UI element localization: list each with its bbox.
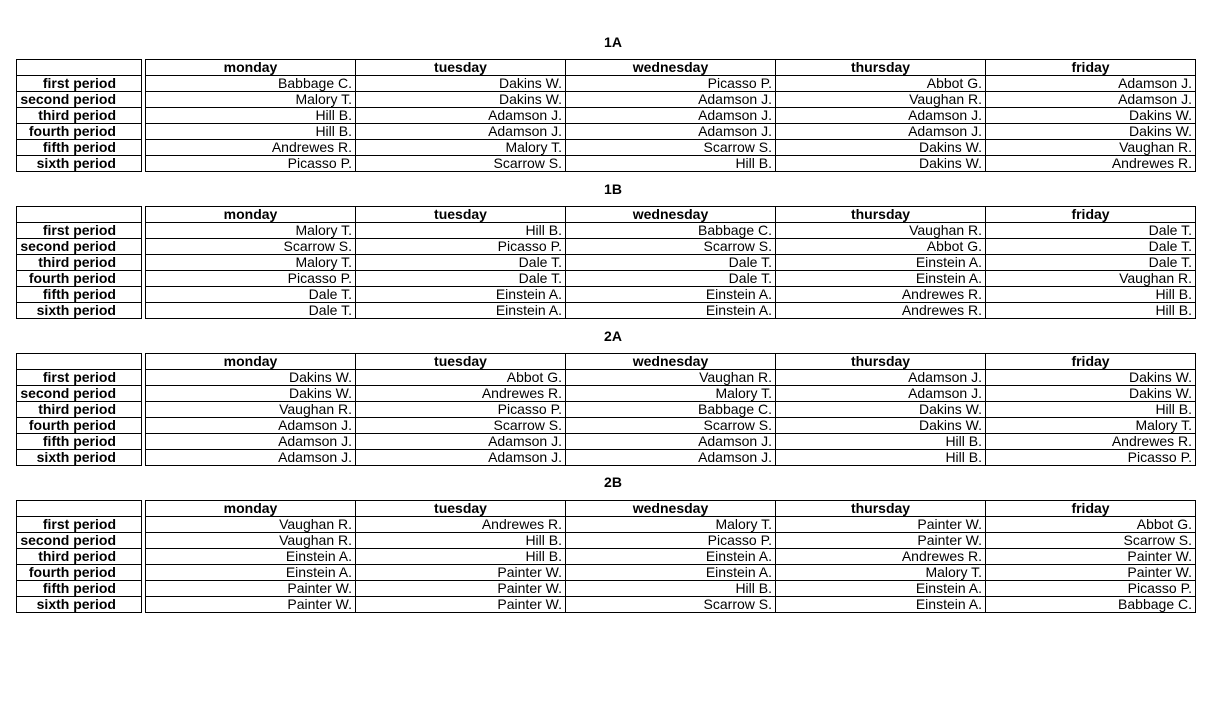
- table-row: [17, 156, 1196, 172]
- teacher-cell: Malory T.: [566, 517, 776, 533]
- teacher-cell: Picasso P.: [356, 402, 566, 418]
- teacher-cell: Dale T.: [986, 255, 1196, 271]
- teacher-cell: Painter W.: [986, 549, 1196, 565]
- teacher-cell: Einstein A.: [566, 303, 776, 319]
- teacher-cell: Dale T.: [986, 223, 1196, 239]
- table-row: [17, 370, 1196, 386]
- teacher-cell: Adamson J.: [566, 108, 776, 124]
- teacher-cell: Hill B.: [146, 124, 356, 140]
- teacher-cell: Einstein A.: [776, 581, 986, 597]
- teacher-cell: Adamson J.: [566, 124, 776, 140]
- teacher-cell: Adamson J.: [356, 124, 566, 140]
- day-header: friday: [986, 60, 1196, 76]
- teacher-cell: Scarrow S.: [566, 418, 776, 434]
- teacher-cell: Painter W.: [146, 597, 356, 613]
- day-header: wednesday: [566, 60, 776, 76]
- timetable-table: [16, 500, 1196, 613]
- teacher-cell: Painter W.: [356, 581, 566, 597]
- day-header: friday: [986, 501, 1196, 517]
- teacher-cell: Adamson J.: [986, 92, 1196, 108]
- day-header: thursday: [776, 60, 986, 76]
- teacher-cell: Hill B.: [356, 549, 566, 565]
- teacher-cell: Einstein A.: [566, 549, 776, 565]
- teacher-cell: Vaughan R.: [986, 271, 1196, 287]
- timetable-table: [16, 206, 1196, 319]
- teacher-cell: Einstein A.: [566, 287, 776, 303]
- teacher-cell: Picasso P.: [986, 450, 1196, 466]
- day-header: tuesday: [356, 501, 566, 517]
- teacher-cell: Vaughan R.: [146, 517, 356, 533]
- teacher-cell: Dakins W.: [986, 108, 1196, 124]
- table-row: [17, 287, 1196, 303]
- day-header: monday: [146, 60, 356, 76]
- period-label: second period: [17, 533, 142, 549]
- period-label: fifth period: [17, 287, 142, 303]
- teacher-cell: Dakins W.: [986, 386, 1196, 402]
- teacher-cell: Dale T.: [146, 303, 356, 319]
- day-header: tuesday: [356, 354, 566, 370]
- teacher-cell: Babbage C.: [566, 223, 776, 239]
- teacher-cell: Adamson J.: [146, 450, 356, 466]
- teacher-cell: Picasso P.: [356, 239, 566, 255]
- teacher-cell: Andrewes R.: [146, 140, 356, 156]
- teacher-cell: Hill B.: [356, 533, 566, 549]
- period-label: third period: [17, 108, 142, 124]
- teacher-cell: Vaughan R.: [566, 370, 776, 386]
- teacher-cell: Dakins W.: [776, 418, 986, 434]
- teacher-cell: Abbot G.: [776, 239, 986, 255]
- teacher-cell: Painter W.: [146, 581, 356, 597]
- teacher-cell: Hill B.: [566, 581, 776, 597]
- teacher-cell: Dakins W.: [356, 76, 566, 92]
- period-label: sixth period: [17, 597, 142, 613]
- teacher-cell: Babbage C.: [146, 76, 356, 92]
- teacher-cell: Einstein A.: [776, 271, 986, 287]
- day-header: thursday: [776, 501, 986, 517]
- teacher-cell: Hill B.: [776, 434, 986, 450]
- period-label: first period: [17, 370, 142, 386]
- timetable-table: [16, 353, 1196, 466]
- period-label: second period: [17, 92, 142, 108]
- period-label: sixth period: [17, 156, 142, 172]
- teacher-cell: Dakins W.: [986, 370, 1196, 386]
- teacher-cell: Adamson J.: [356, 108, 566, 124]
- header-row: [17, 354, 1196, 370]
- day-header: monday: [146, 207, 356, 223]
- table-row: [17, 386, 1196, 402]
- period-label: sixth period: [17, 450, 142, 466]
- header-row: [17, 501, 1196, 517]
- table-row: [17, 402, 1196, 418]
- corner-cell: [17, 207, 142, 223]
- corner-cell: [17, 60, 142, 76]
- day-header: monday: [146, 501, 356, 517]
- corner-cell: [17, 354, 142, 370]
- table-row: [17, 418, 1196, 434]
- period-label: second period: [17, 239, 142, 255]
- period-label: fourth period: [17, 418, 142, 434]
- period-label: first period: [17, 76, 142, 92]
- teacher-cell: Babbage C.: [566, 402, 776, 418]
- teacher-cell: Malory T.: [146, 255, 356, 271]
- day-header: monday: [146, 354, 356, 370]
- teacher-cell: Vaughan R.: [146, 533, 356, 549]
- teacher-cell: Andrewes R.: [776, 303, 986, 319]
- table-row: [17, 76, 1196, 92]
- teacher-cell: Painter W.: [776, 533, 986, 549]
- teacher-cell: Hill B.: [986, 287, 1196, 303]
- teacher-cell: Scarrow S.: [356, 418, 566, 434]
- teacher-cell: Einstein A.: [356, 287, 566, 303]
- table-row: [17, 92, 1196, 108]
- day-header: tuesday: [356, 207, 566, 223]
- table-row: [17, 239, 1196, 255]
- table-row: [17, 450, 1196, 466]
- teacher-cell: Picasso P.: [986, 581, 1196, 597]
- teacher-cell: Hill B.: [776, 450, 986, 466]
- teacher-cell: Vaughan R.: [776, 223, 986, 239]
- teacher-cell: Dale T.: [566, 271, 776, 287]
- teacher-cell: Picasso P.: [566, 76, 776, 92]
- teacher-cell: Vaughan R.: [986, 140, 1196, 156]
- day-header: friday: [986, 354, 1196, 370]
- table-row: [17, 597, 1196, 613]
- teacher-cell: Dakins W.: [146, 386, 356, 402]
- table-row: [17, 303, 1196, 319]
- table-row: [17, 223, 1196, 239]
- teacher-cell: Painter W.: [776, 517, 986, 533]
- table-row: [17, 565, 1196, 581]
- teacher-cell: Einstein A.: [776, 255, 986, 271]
- period-label: fourth period: [17, 565, 142, 581]
- period-label: fourth period: [17, 271, 142, 287]
- period-label: third period: [17, 402, 142, 418]
- day-header: wednesday: [566, 207, 776, 223]
- period-label: first period: [17, 223, 142, 239]
- day-header: thursday: [776, 354, 986, 370]
- teacher-cell: Dakins W.: [776, 140, 986, 156]
- corner-cell: [17, 501, 142, 517]
- teacher-cell: Malory T.: [146, 92, 356, 108]
- teacher-cell: Einstein A.: [146, 549, 356, 565]
- teacher-cell: Adamson J.: [776, 386, 986, 402]
- header-row: [17, 60, 1196, 76]
- teacher-cell: Scarrow S.: [356, 156, 566, 172]
- teacher-cell: Einstein A.: [356, 303, 566, 319]
- table-row: [17, 517, 1196, 533]
- teacher-cell: Dale T.: [986, 239, 1196, 255]
- teacher-cell: Abbot G.: [356, 370, 566, 386]
- table-row: [17, 140, 1196, 156]
- teacher-cell: Adamson J.: [146, 434, 356, 450]
- teacher-cell: Vaughan R.: [146, 402, 356, 418]
- teacher-cell: Dakins W.: [986, 124, 1196, 140]
- teacher-cell: Einstein A.: [146, 565, 356, 581]
- period-label: third period: [17, 549, 142, 565]
- teacher-cell: Dakins W.: [146, 370, 356, 386]
- teacher-cell: Adamson J.: [776, 108, 986, 124]
- header-row: [17, 207, 1196, 223]
- teacher-cell: Dakins W.: [356, 92, 566, 108]
- timetable-title: 1B: [604, 181, 622, 197]
- day-header: friday: [986, 207, 1196, 223]
- day-header: thursday: [776, 207, 986, 223]
- period-label: fifth period: [17, 434, 142, 450]
- teacher-cell: Hill B.: [356, 223, 566, 239]
- teacher-cell: Adamson J.: [776, 370, 986, 386]
- teacher-cell: Einstein A.: [566, 565, 776, 581]
- teacher-cell: Scarrow S.: [566, 239, 776, 255]
- table-row: [17, 549, 1196, 565]
- timetable-title: 2A: [604, 328, 622, 344]
- timetable-title: 2B: [604, 474, 622, 490]
- teacher-cell: Malory T.: [986, 418, 1196, 434]
- table-row: [17, 581, 1196, 597]
- timetable-title: 1A: [604, 34, 622, 50]
- teacher-cell: Dakins W.: [776, 156, 986, 172]
- teacher-cell: Picasso P.: [146, 156, 356, 172]
- teacher-cell: Scarrow S.: [146, 239, 356, 255]
- teacher-cell: Andrewes R.: [986, 156, 1196, 172]
- teacher-cell: Babbage C.: [986, 597, 1196, 613]
- teacher-cell: Adamson J.: [776, 124, 986, 140]
- teacher-cell: Dale T.: [356, 255, 566, 271]
- table-row: [17, 533, 1196, 549]
- teacher-cell: Adamson J.: [986, 76, 1196, 92]
- teacher-cell: Hill B.: [986, 402, 1196, 418]
- teacher-cell: Adamson J.: [356, 434, 566, 450]
- teacher-cell: Scarrow S.: [566, 140, 776, 156]
- teacher-cell: Einstein A.: [776, 597, 986, 613]
- teacher-cell: Abbot G.: [986, 517, 1196, 533]
- period-label: fifth period: [17, 581, 142, 597]
- day-header: wednesday: [566, 501, 776, 517]
- teacher-cell: Andrewes R.: [986, 434, 1196, 450]
- teacher-cell: Malory T.: [566, 386, 776, 402]
- teacher-cell: Adamson J.: [356, 450, 566, 466]
- teacher-cell: Malory T.: [776, 565, 986, 581]
- teacher-cell: Scarrow S.: [986, 533, 1196, 549]
- day-header: tuesday: [356, 60, 566, 76]
- teacher-cell: Hill B.: [146, 108, 356, 124]
- teacher-cell: Adamson J.: [146, 418, 356, 434]
- teacher-cell: Andrewes R.: [776, 287, 986, 303]
- teacher-cell: Malory T.: [146, 223, 356, 239]
- period-label: fifth period: [17, 140, 142, 156]
- table-row: [17, 108, 1196, 124]
- teacher-cell: Abbot G.: [776, 76, 986, 92]
- teacher-cell: Painter W.: [356, 565, 566, 581]
- teacher-cell: Adamson J.: [566, 450, 776, 466]
- teacher-cell: Dale T.: [566, 255, 776, 271]
- teacher-cell: Hill B.: [986, 303, 1196, 319]
- teacher-cell: Dale T.: [146, 287, 356, 303]
- teacher-cell: Vaughan R.: [776, 92, 986, 108]
- teacher-cell: Malory T.: [356, 140, 566, 156]
- teacher-cell: Adamson J.: [566, 92, 776, 108]
- teacher-cell: Picasso P.: [566, 533, 776, 549]
- table-row: [17, 271, 1196, 287]
- teacher-cell: Painter W.: [356, 597, 566, 613]
- period-label: first period: [17, 517, 142, 533]
- teacher-cell: Scarrow S.: [566, 597, 776, 613]
- table-row: [17, 255, 1196, 271]
- table-row: [17, 434, 1196, 450]
- teacher-cell: Andrewes R.: [776, 549, 986, 565]
- day-header: wednesday: [566, 354, 776, 370]
- teacher-cell: Dakins W.: [776, 402, 986, 418]
- timetable-table: [16, 59, 1196, 172]
- teacher-cell: Picasso P.: [146, 271, 356, 287]
- period-label: sixth period: [17, 303, 142, 319]
- teacher-cell: Dale T.: [356, 271, 566, 287]
- teacher-cell: Andrewes R.: [356, 386, 566, 402]
- period-label: second period: [17, 386, 142, 402]
- teacher-cell: Hill B.: [566, 156, 776, 172]
- period-label: third period: [17, 255, 142, 271]
- teacher-cell: Andrewes R.: [356, 517, 566, 533]
- teacher-cell: Adamson J.: [566, 434, 776, 450]
- table-row: [17, 124, 1196, 140]
- period-label: fourth period: [17, 124, 142, 140]
- teacher-cell: Painter W.: [986, 565, 1196, 581]
